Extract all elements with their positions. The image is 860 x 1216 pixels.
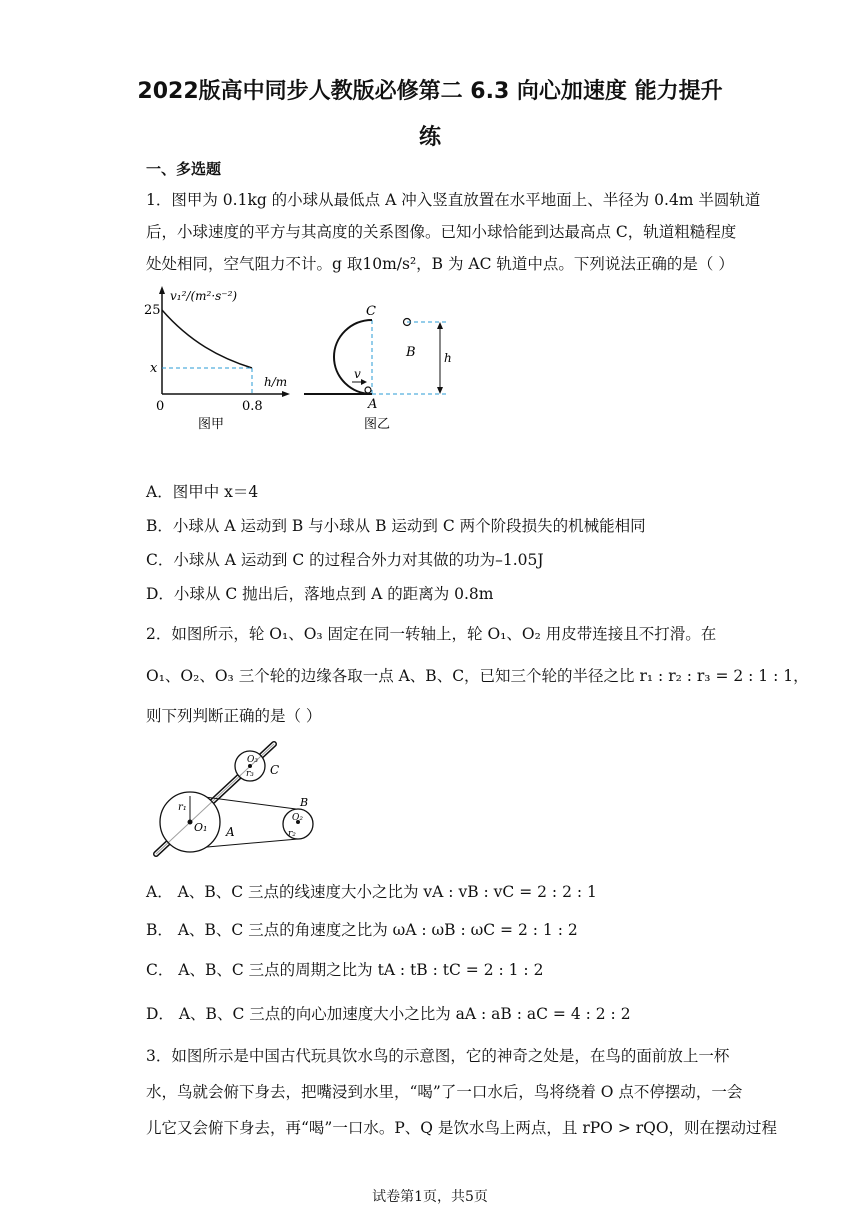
- q2-line-1: 2．如图所示，轮 O₁、O₃ 固定在同一转轴上，轮 O₁、O₂ 用皮带连接且不打滑。在: [146, 625, 717, 643]
- q2-pulley-figure: [146, 736, 326, 860]
- q2-o3: O₃: [247, 755, 258, 765]
- q2-b: B: [300, 796, 309, 809]
- section-heading: 一、多选题: [146, 160, 222, 178]
- q2-o2: O₂: [292, 813, 303, 823]
- jia-y-top: 25: [144, 303, 161, 318]
- q2-r1: r₁: [178, 802, 187, 813]
- q1-option-d: D．小球从 C 抛出后，落地点到 A 的距离为 0.8m: [146, 585, 494, 603]
- jia-caption: 图甲: [198, 417, 225, 432]
- q2-r2: r₂: [288, 829, 296, 839]
- jia-y-mid: x: [150, 361, 158, 376]
- jia-origin: 0: [156, 399, 165, 414]
- page-title-line2: 练: [418, 125, 441, 150]
- yi-label-b: B: [406, 345, 416, 360]
- yi-label-c: C: [366, 304, 376, 319]
- q2-line-2: O₁、O₂、O₃ 三个轮的边缘各取一点 A、B、C，已知三个轮的半径之比 r₁ : r₂ : r₃ = 2 : 1 : 1，: [146, 667, 809, 685]
- q2-option-b: B． A、B、C 三点的角速度之比为 ωA : ωB : ωC = 2 : 1 : 2: [146, 921, 578, 939]
- q1-option-b: B．小球从 A 运动到 B 与小球从 B 运动到 C 两个阶段损失的机械能相同: [146, 517, 646, 535]
- yi-label-v: v: [354, 367, 361, 381]
- q1-line-3: 处处相同，空气阻力不计。g 取10m/s²，B 为 AC 轨道中点。下列说法正确的是（ ）: [146, 255, 734, 273]
- q3-line-2: 水，鸟就会俯下身去，把嘴浸到水里，“喝”了一口水后，鸟将绕着 O 点不停摆动，一会: [146, 1083, 743, 1101]
- q1-option-a: A．图甲中 x＝4: [146, 483, 259, 501]
- q1-option-c: C．小球从 A 运动到 C 的过程合外力对其做的功为–1.05J: [146, 551, 544, 569]
- q2-option-d: D． A、B、C 三点的向心加速度大小之比为 aA : aB : aC = 4 : 2 : 2: [146, 1005, 631, 1023]
- q2-option-a: A． A、B、C 三点的线速度大小之比为 vA : vB : vC = 2 : 2 : 1: [146, 883, 597, 901]
- yi-caption: 图乙: [364, 417, 391, 432]
- q2-r3: r₃: [246, 769, 254, 779]
- q2-o1: O₁: [194, 821, 208, 834]
- q2-c: C: [270, 763, 280, 777]
- q1-line-2: 后，小球速度的平方与其高度的关系图像。已知小球恰能到达最高点 C，轨道粗糙程度: [146, 223, 737, 241]
- q3-line-1: 3．如图所示是中国古代玩具饮水鸟的示意图，它的神奇之处是，在鸟的面前放上一杯: [146, 1047, 730, 1065]
- yi-label-h: h: [444, 351, 452, 365]
- q1-line-1: 1．图甲为 0.1kg 的小球从最低点 A 冲入竖直放置在水平地面上、半径为 0.4m 半圆轨道: [146, 191, 761, 209]
- q3-line-3: 儿它又会俯下身去，再“喝”一口水。P、Q 是饮水鸟上两点，且 rPO > rQO，则在摆动过程: [146, 1119, 778, 1137]
- page-footer: 试卷第1页，共5页: [372, 1189, 488, 1205]
- q1-figure-jia: [140, 282, 290, 432]
- q1-figure-yi: [300, 282, 460, 432]
- page-title-line1: 2022版高中同步人教版必修第二 6.3 向心加速度 能力提升: [137, 79, 723, 104]
- jia-x-end: 0.8: [242, 399, 263, 414]
- q2-line-3: 则下列判断正确的是（ ）: [146, 707, 322, 725]
- q2-a: A: [226, 825, 235, 839]
- q2-option-c: C． A、B、C 三点的周期之比为 tA : tB : tC = 2 : 1 : 2: [146, 961, 544, 979]
- yi-label-a: A: [368, 397, 378, 412]
- jia-ylabel: v₁²/(m²·s⁻²): [170, 289, 238, 303]
- jia-xlabel: h/m: [264, 375, 288, 389]
